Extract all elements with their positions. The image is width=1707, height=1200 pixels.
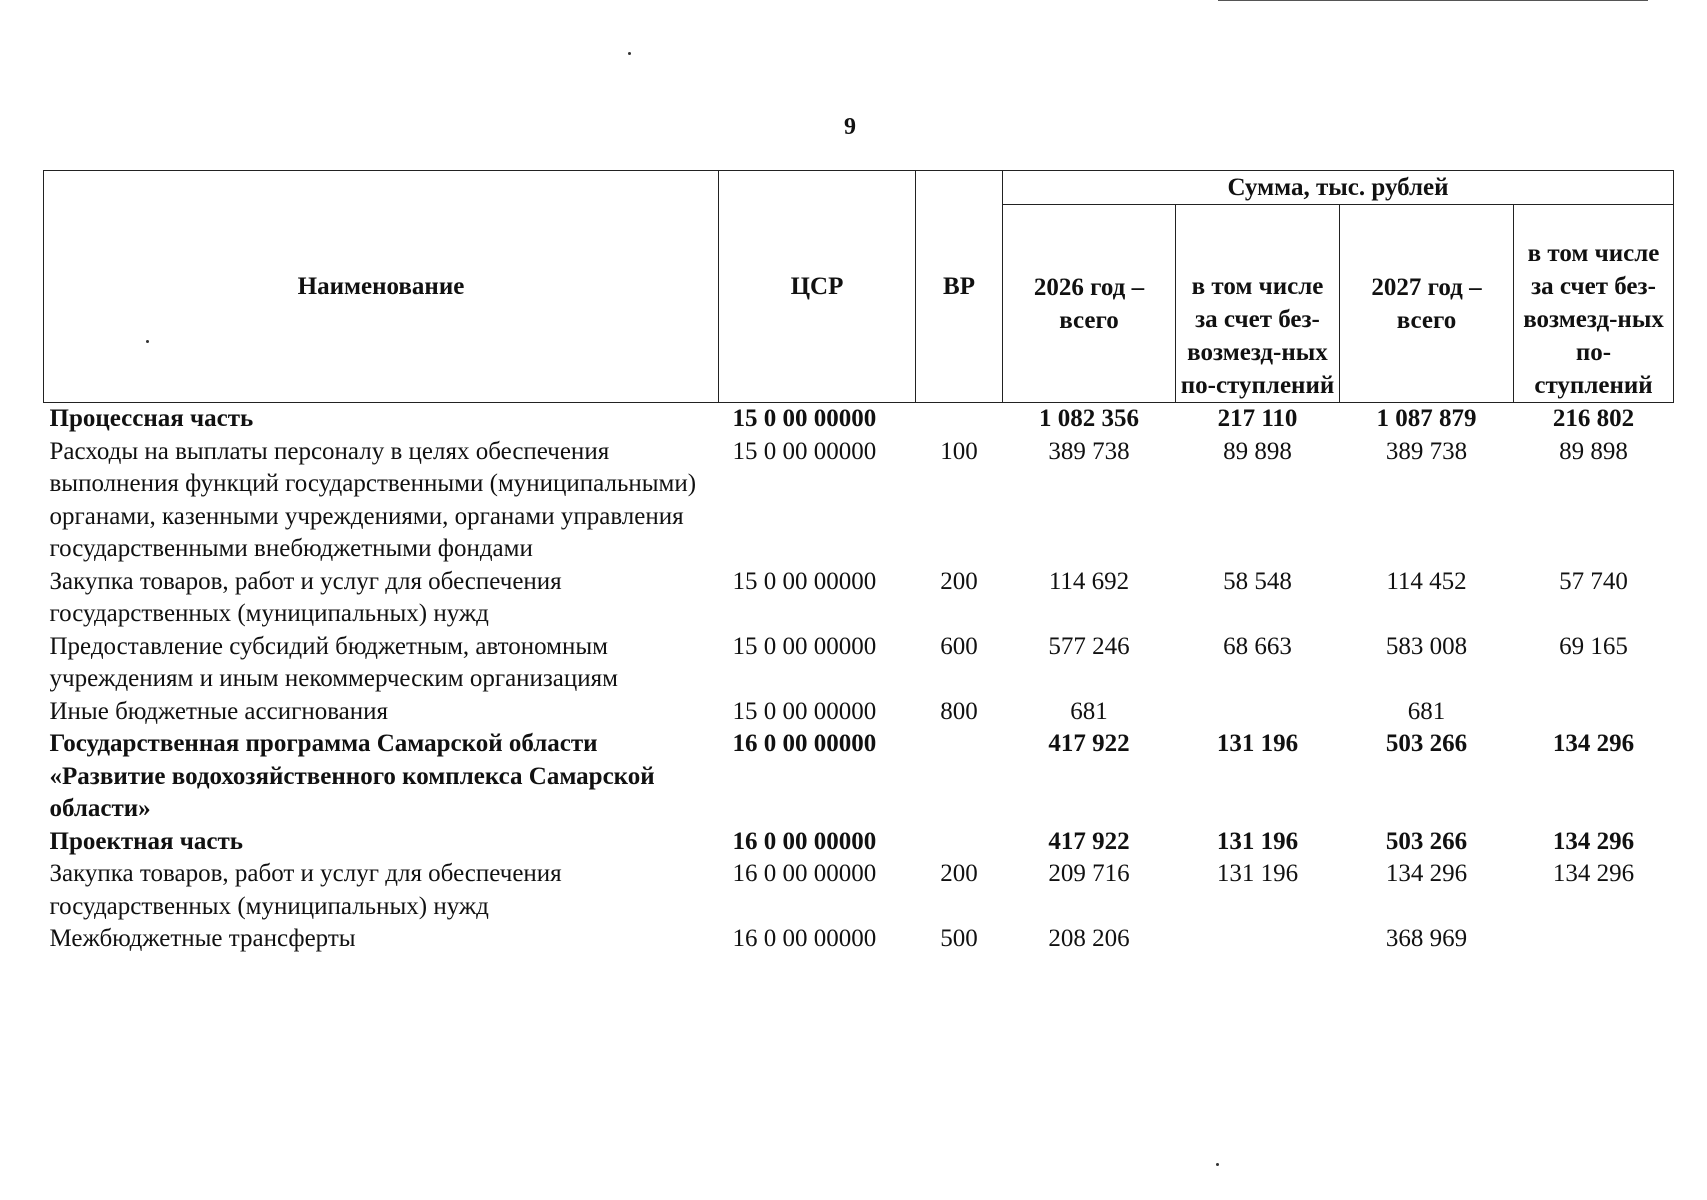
row-2026-grants <box>1176 923 1340 956</box>
row-2027-grants <box>1514 696 1674 729</box>
row-2027-total: 368 969 <box>1385 925 1468 952</box>
row-2027-total: 503 266 <box>1385 730 1468 757</box>
row-2026-grants: 131 196 <box>1216 860 1299 887</box>
header-2027-grants: в том числе за счет без-возмезд-ных по-ступлений <box>1514 205 1674 403</box>
row-vr: 100 <box>940 437 978 465</box>
row-2027-grants: 89 898 <box>1559 437 1628 465</box>
row-2026-grants: 68 663 <box>1223 632 1292 660</box>
row-2026-total: 417 922 <box>1048 730 1130 757</box>
header-2026-total: 2026 год – всего <box>1003 205 1176 403</box>
row-2027-total: 1 087 879 <box>1376 405 1477 432</box>
scan-speck <box>628 52 631 55</box>
row-2027-total: 134 296 <box>1385 860 1468 887</box>
row-csr: 15 0 00 00000 <box>732 405 877 432</box>
row-csr: 16 0 00 00000 <box>732 827 877 855</box>
table-row <box>44 826 1674 859</box>
row-2026-total: 681 <box>1070 697 1108 725</box>
row-name: Закупка товаров, работ и услуг для обеспечения государственных (муниципальных) нужд <box>49 860 562 920</box>
row-2026-total: 417 922 <box>1048 827 1130 855</box>
row-csr: 15 0 00 00000 <box>732 437 877 465</box>
header-name: Наименование <box>44 171 719 403</box>
header-2026-grants: в том числе за счет без-возмезд-ных по-ступлений <box>1176 205 1340 403</box>
row-vr <box>916 728 1003 826</box>
budget-table <box>43 170 1674 956</box>
row-vr <box>916 826 1003 859</box>
row-2026-total: 577 246 <box>1048 632 1130 660</box>
row-csr: 16 0 00 00000 <box>732 860 877 887</box>
row-2027-total: 114 452 <box>1386 567 1467 595</box>
row-name: Межбюджетные трансферты <box>49 925 356 952</box>
row-name: Закупка товаров, работ и услуг для обеспечения государственных (муниципальных) нужд <box>49 567 562 627</box>
row-name: Расходы на выплаты персоналу в целях обеспечения выполнения функций государственными (муниципальными) органами, казенными учреждениями, органами управления государственными внебюджетными фондами <box>49 437 697 562</box>
row-2027-total: 503 266 <box>1385 827 1468 855</box>
row-name: Предоставление субсидий бюджетным, автономным учреждениям и иным некоммерческим организациям <box>49 632 618 692</box>
table-body <box>44 403 1674 956</box>
row-csr: 16 0 00 00000 <box>732 925 877 952</box>
table-row <box>44 403 1674 436</box>
row-csr: 15 0 00 00000 <box>732 567 877 595</box>
row-2027-grants: 216 802 <box>1552 405 1635 432</box>
row-csr: 15 0 00 00000 <box>732 697 877 725</box>
scan-speck <box>1216 1163 1219 1166</box>
table-row <box>44 436 1674 566</box>
row-2026-total: 208 206 <box>1048 925 1130 952</box>
table-row <box>44 858 1674 923</box>
row-vr: 200 <box>940 860 978 887</box>
scan-edge-line <box>1218 0 1648 1</box>
row-2026-grants: 131 196 <box>1216 827 1299 855</box>
row-2026-grants: 58 548 <box>1223 567 1292 595</box>
row-2026-total: 1 082 356 <box>1039 405 1139 432</box>
row-name: Процессная часть <box>49 405 254 432</box>
row-csr: 15 0 00 00000 <box>732 632 877 660</box>
row-2026-total: 114 692 <box>1048 567 1130 595</box>
row-2026-grants: 131 196 <box>1216 730 1299 757</box>
header-2027-total: 2027 год – всего <box>1340 205 1514 403</box>
row-vr: 200 <box>940 567 978 595</box>
header-vr: ВР <box>916 171 1003 403</box>
row-2026-total: 209 716 <box>1048 860 1130 887</box>
row-2027-total: 389 738 <box>1385 437 1468 465</box>
row-2027-grants <box>1514 923 1674 956</box>
table-row <box>44 566 1674 631</box>
table-row <box>44 923 1674 956</box>
row-2026-grants: 89 898 <box>1223 437 1292 465</box>
header-csr: ЦСР <box>719 171 916 403</box>
page-number: 9 <box>844 114 856 140</box>
row-vr: 600 <box>940 632 978 660</box>
row-2026-grants <box>1176 696 1340 729</box>
scan-speck <box>146 340 149 343</box>
header-sum-group: Сумма, тыс. рублей <box>1003 171 1674 205</box>
table-row <box>44 696 1674 729</box>
row-2027-grants: 134 296 <box>1552 827 1635 855</box>
row-2027-total: 681 <box>1407 697 1446 725</box>
row-name: Проектная часть <box>49 827 244 855</box>
row-2027-total: 583 008 <box>1385 632 1468 660</box>
row-2027-grants: 69 165 <box>1559 632 1628 660</box>
row-name: Государственная программа Самарской области «Развитие водохозяйственного комплекса Самарской области» <box>49 730 655 822</box>
row-2026-grants: 217 110 <box>1217 405 1298 432</box>
table-row <box>44 728 1674 826</box>
row-csr: 16 0 00 00000 <box>732 730 877 757</box>
row-name: Иные бюджетные ассигнования <box>49 697 389 725</box>
row-vr: 500 <box>940 925 978 952</box>
row-2027-grants: 134 296 <box>1552 730 1635 757</box>
row-2027-grants: 57 740 <box>1559 567 1628 595</box>
row-2026-total: 389 738 <box>1048 437 1130 465</box>
row-2027-grants: 134 296 <box>1552 860 1635 887</box>
row-vr <box>916 403 1003 436</box>
row-vr: 800 <box>940 697 978 725</box>
table-row <box>44 631 1674 696</box>
